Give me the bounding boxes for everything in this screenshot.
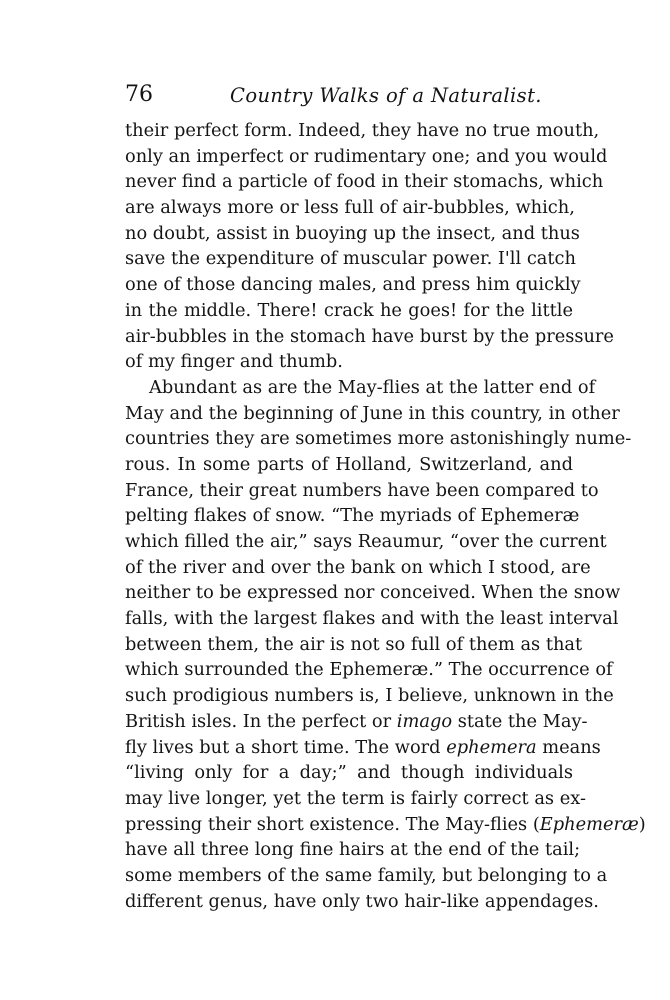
text-line: some members of the same family, but belonging to a: [125, 864, 608, 886]
body-text: [125, 118, 646, 914]
page-header: [125, 82, 573, 112]
text-segment: ): [638, 813, 646, 835]
text-line: [125, 735, 601, 761]
text-line: in the middle. There! crack he goes! for the little: [125, 299, 573, 321]
text-line: only an imperfect or rudimentary one; and you would: [125, 145, 608, 167]
text-line: of the river and over the bank on which I stood, are: [125, 556, 591, 578]
text-line: may live longer, yet the term is fairly correct as ex-: [125, 787, 586, 809]
text-line: save the expenditure of muscular power. I'll catch: [125, 248, 576, 270]
text-line: falls, with the largest flakes and with the least interval: [125, 608, 619, 630]
text-segment: means: [542, 736, 601, 758]
text-line: which filled the air,” says Reaumur, “over the current: [125, 531, 607, 552]
text-line: have all three long fine hairs at the end of the tail;: [125, 839, 581, 861]
text-segment: fly lives but a short time. The word: [125, 736, 441, 758]
text-line: which surrounded the Ephemeræ.” The occurrence of: [125, 659, 613, 681]
text-line: pelting flakes of snow. “The myriads of Ephemeræ: [125, 505, 580, 527]
page-number: 76: [125, 82, 153, 107]
italic-term-ephemera: ephemera: [446, 736, 537, 758]
text-line: rous. In some parts of Holland, Switzerland, and: [125, 453, 573, 475]
text-line: of my finger and thumb.: [125, 351, 343, 373]
text-line: different genus, have only two hair-like appendages.: [125, 890, 599, 912]
text-line: “living only for a day;” and though individuals: [125, 762, 573, 784]
text-segment: pressing their short existence. The May-flies (: [125, 813, 540, 835]
text-line: [125, 709, 588, 735]
text-line: between them, the air is not so full of them as that: [125, 633, 583, 655]
italic-term-ephemerae: Ephemeræ: [539, 813, 639, 835]
text-line: France, their great numbers have been compared to: [125, 479, 599, 501]
text-line: never find a particle of food in their stomachs, which: [125, 171, 604, 193]
text-line: air-bubbles in the stomach have burst by the pressure: [125, 325, 614, 347]
text-line: countries they are sometimes more astonishingly nume-: [125, 428, 632, 450]
text-line: [125, 812, 646, 838]
text-line: no doubt, assist in buoying up the insect, and thus: [125, 222, 580, 244]
text-line: their perfect form. Indeed, they have no true mouth,: [125, 120, 600, 141]
text-line: are always more or less full of air-bubbles, which,: [125, 197, 575, 219]
italic-term-imago: imago: [396, 710, 453, 732]
text-line: neither to be expressed nor conceived. When the snow: [125, 582, 621, 604]
text-segment: state the May-: [457, 710, 588, 732]
paragraph-first-line: Abundant as are the May-flies at the latter end of: [149, 376, 596, 398]
text-line: such prodigious numbers is, I believe, unknown in the: [125, 685, 614, 707]
text-line: May and the beginning of June in this country, in other: [125, 402, 620, 424]
text-segment: British isles. In the perfect or: [125, 710, 392, 732]
running-title: Country Walks of a Naturalist.: [230, 84, 542, 107]
text-line: one of those dancing males, and press him quickly: [125, 274, 581, 296]
